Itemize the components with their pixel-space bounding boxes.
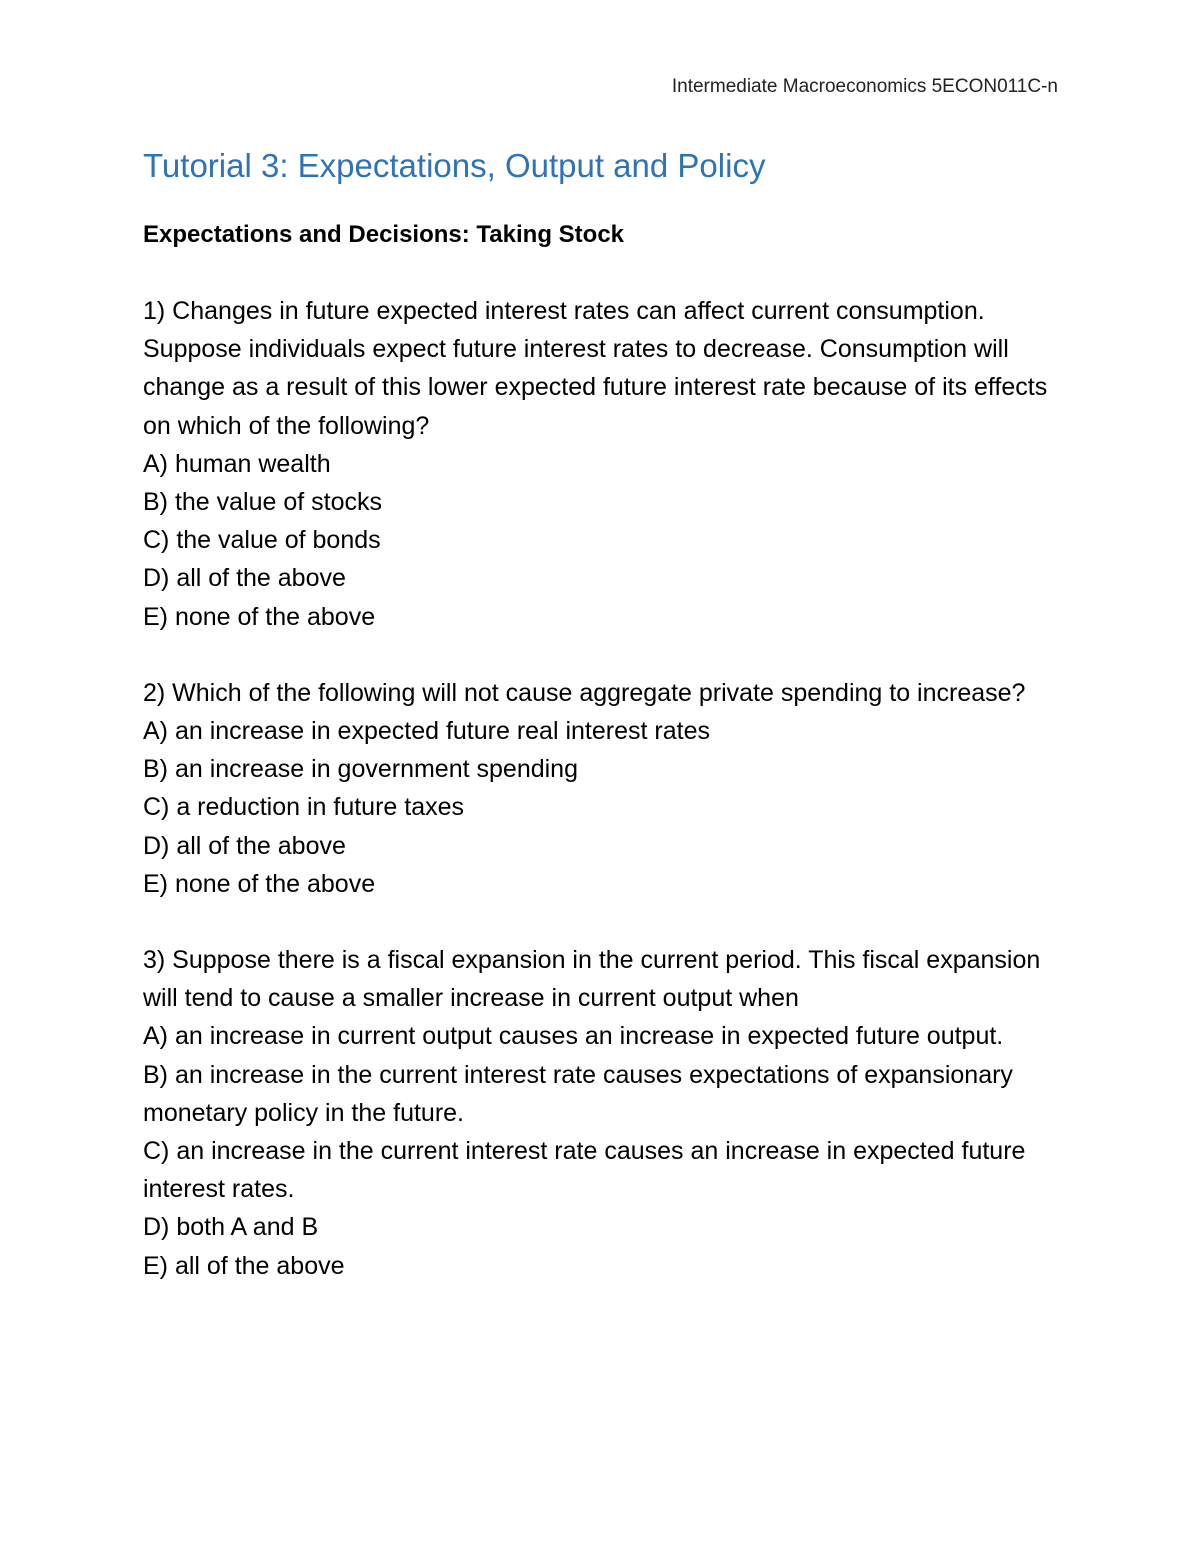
question-1 [143,292,1063,636]
question-stem: 3) Suppose there is a fiscal expansion in the current period. This fiscal expansion will tend to cause a smaller increase in current output when [143,946,1041,1013]
option-list [143,445,1063,636]
option-e: E) none of the above [143,602,376,631]
option-a: A) human wealth [143,449,331,478]
question-2 [143,674,1063,903]
option-d: D) both A and B [143,1213,319,1242]
document-body [143,140,1063,1285]
option-b: B) an increase in government spending [143,755,578,784]
question-stem: 1) Changes in future expected interest rates can affect current consumption. Suppose individuals expect future interest rates to decrease. Consumption will change as a result of this lower expected future interest rate because of its effects on which of the following? [143,297,1048,440]
option-e: E) all of the above [143,1251,345,1280]
question-stem: 2) Which of the following will not cause aggregate private spending to increase? [143,678,1026,707]
option-e: E) none of the above [143,869,376,898]
document-title: Tutorial 3: Expectations, Output and Policy [143,147,766,184]
section-heading: Expectations and Decisions: Taking Stock [143,221,625,248]
option-c: C) a reduction in future taxes [143,793,464,822]
option-c: C) an increase in the current interest rate causes an increase in expected future interest rates. [143,1137,1026,1204]
running-header: Intermediate Macroeconomics 5ECON011C-n [671,76,1058,97]
option-b: B) the value of stocks [143,488,383,517]
option-list [143,1017,1063,1284]
option-c: C) the value of bonds [143,526,381,555]
question-3 [143,941,1063,1285]
option-d: D) all of the above [143,564,346,593]
option-b: B) an increase in the current interest rate causes expectations of expansionary monetary policy in the future. [143,1060,1013,1127]
option-a: A) an increase in current output causes an increase in expected future output. [143,1022,1004,1051]
option-d: D) all of the above [143,831,346,860]
option-list [143,712,1063,903]
option-a: A) an increase in expected future real interest rates [143,717,710,746]
